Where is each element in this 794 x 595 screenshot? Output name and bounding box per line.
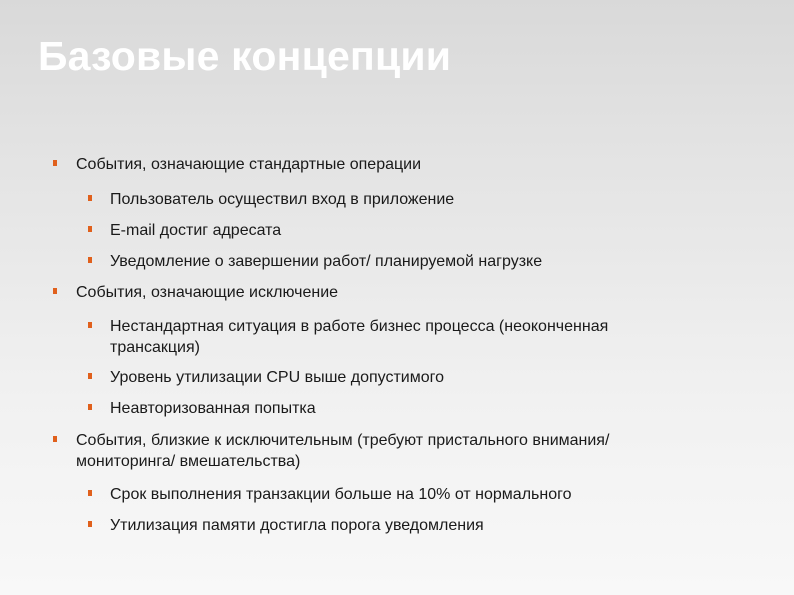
sub-bullet-item [110,398,710,419]
bullet-text: События, означающие стандартные операции [76,156,422,173]
sub-bullet-text: Уровень утилизации CPU выше допустимого [110,369,445,386]
square-bullet-icon [88,257,92,263]
sub-bullet-item [110,189,710,210]
sub-bullet-item [110,367,710,388]
sub-bullet-text: Пользователь осуществил вход в приложение [110,191,455,208]
square-bullet-icon [88,521,92,527]
sub-bullet-item [110,515,710,536]
square-bullet-icon [88,322,92,328]
bullet-item [76,154,716,175]
square-bullet-icon [53,160,57,166]
sub-bullet-text: Утилизация памяти достигла порога уведомления [110,517,484,534]
slide-title: Базовые концепции [38,33,452,79]
square-bullet-icon [53,436,57,442]
sub-bullet-text: Неавторизованная попытка [110,400,316,417]
square-bullet-icon [88,373,92,379]
sub-bullet-text: E-mail достиг адресата [110,222,282,239]
square-bullet-icon [88,490,92,496]
sub-bullet-item [110,220,710,241]
bullet-item [76,282,716,303]
bullet-text: События, означающие исключение [76,284,339,301]
sub-bullet-text: Уведомление о завершении работ/ планируемой нагрузке [110,253,543,270]
bullet-text: События, близкие к исключительным (требуют пристального внимания/ мониторинга/ вмешательства) [76,432,610,470]
sub-bullet-item [110,316,690,358]
square-bullet-icon [88,195,92,201]
sub-bullet-item [110,251,710,272]
sub-bullet-item [110,484,710,505]
square-bullet-icon [53,288,57,294]
sub-bullet-text: Срок выполнения транзакции больше на 10% от нормального [110,486,572,503]
square-bullet-icon [88,404,92,410]
square-bullet-icon [88,226,92,232]
sub-bullet-text: Нестандартная ситуация в работе бизнес процесса (неоконченная трансакция) [110,318,609,356]
bullet-item [76,430,686,472]
